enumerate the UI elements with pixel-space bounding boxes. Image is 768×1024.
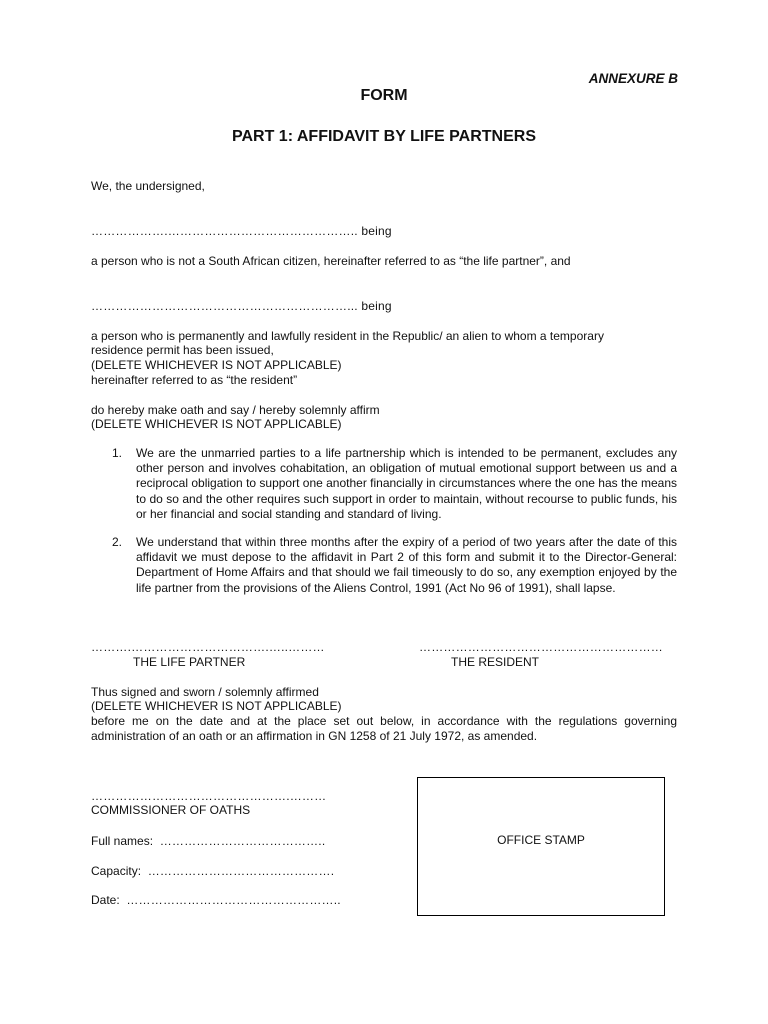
item-number: 1. — [112, 446, 123, 460]
resident-signature-line: …………………………………………………… — [419, 640, 663, 654]
part-title: PART 1: AFFIDAVIT BY LIFE PARTNERS — [231, 128, 536, 145]
affidavit-item-2 — [112, 535, 677, 596]
resident-description-line2: residence permit has been issued, — [91, 343, 274, 357]
sworn-delete-note: (DELETE WHICHEVER IS NOT APPLICABLE) — [91, 699, 342, 713]
affidavit-item-1 — [112, 446, 677, 522]
full-names-dots: ………………………………….. — [159, 834, 326, 848]
commissioner-signature-line: ………………………………………….……… — [91, 789, 327, 803]
office-stamp-label: OFFICE STAMP — [497, 833, 585, 847]
full-names-field — [91, 834, 325, 849]
capacity-label: Capacity: — [91, 864, 142, 878]
date-label: Date: — [91, 893, 120, 907]
sworn-line: Thus signed and sworn / solemnly affirmed — [91, 685, 319, 699]
intro-text: We, the undersigned, — [91, 179, 205, 193]
life-partner-name-line: ……………….……………………………………….. being — [91, 224, 392, 238]
sworn-text: before me on the date and at the place set out below, in accordance with the regulations governing administration of an oath or an affirmation in GN 1258 of 21 July 1972, as amended. — [91, 714, 677, 743]
item-number: 2. — [112, 535, 123, 549]
life-partner-description: a person who is not a South African citizen, hereinafter referred to as “the life partner”, and — [91, 254, 571, 268]
date-field — [91, 893, 341, 908]
item-text: We understand that within three months after the expiry of a period of two years after the date of this affidavit we must depose to the affidavit in Part 2 of this form and submit it to the Director-General: Department of Home Affairs and that should we fail timeously to do so, any exemption enjoyed by the life partner from the provisions of the Aliens Control, 1991 (Act No 96 of 1991), shall lapse. — [136, 535, 677, 595]
capacity-dots: ………………………………………. — [147, 864, 335, 878]
capacity-field — [91, 864, 334, 879]
item-text: We are the unmarried parties to a life partnership which is intended to be permanent, excludes any other person and involves cohabitation, an obligation of mutual emotional support between us and a reciprocal obligation to support one another financially in circumstances where the one has the means to do so and the other requires such support in order to maintain, without recourse to public funds, his or her financial and social standing and standard of living. — [136, 446, 677, 521]
resident-signature-label: THE RESIDENT — [451, 655, 540, 669]
resident-description-line1: a person who is permanently and lawfully resident in the Republic/ an alien to whom a temporary — [91, 329, 604, 343]
form-title: FORM — [360, 87, 408, 104]
life-partner-signature-line: ……….…………………………….…..……… — [91, 640, 325, 654]
date-dots: …………………………………………….. — [126, 893, 341, 907]
resident-name-line: ………………………………………………………... being — [91, 299, 392, 313]
office-stamp-box — [417, 777, 665, 916]
annexure-label: ANNEXURE B — [588, 71, 678, 86]
resident-referred-text: hereinafter referred to as “the resident” — [91, 373, 298, 387]
full-names-label: Full names: — [91, 834, 154, 848]
life-partner-signature-label: THE LIFE PARTNER — [133, 655, 246, 669]
resident-delete-note: (DELETE WHICHEVER IS NOT APPLICABLE) — [91, 358, 342, 372]
commissioner-label: COMMISSIONER OF OATHS — [91, 803, 251, 817]
oath-text: do hereby make oath and say / hereby solemnly affirm — [91, 403, 380, 417]
oath-delete-note: (DELETE WHICHEVER IS NOT APPLICABLE) — [91, 417, 342, 431]
